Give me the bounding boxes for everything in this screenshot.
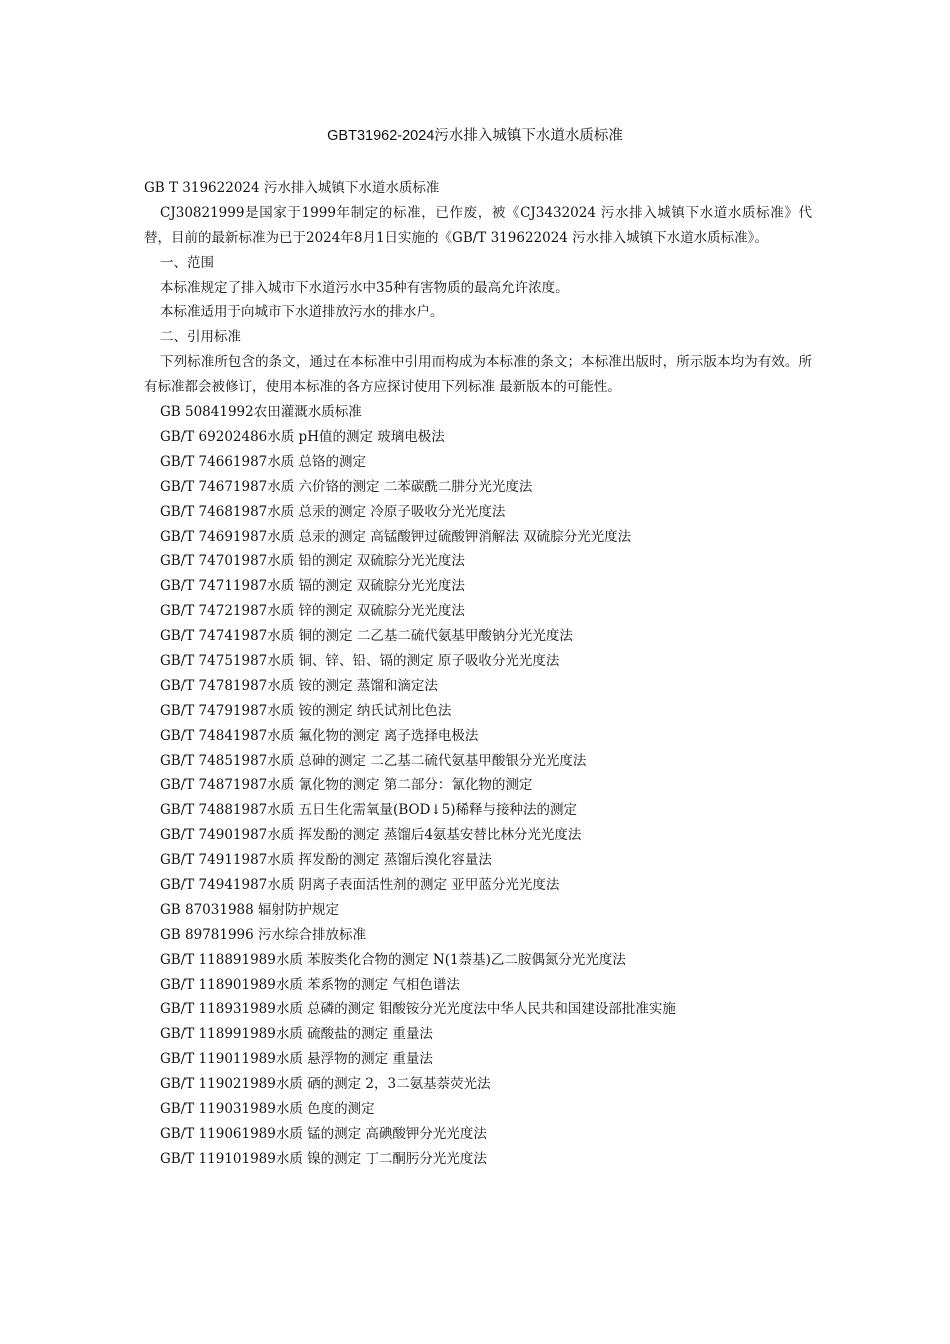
reference-item: GB 50841992农田灌溉水质标准 [160, 404, 362, 421]
scope-paragraph-2: 本标准适用于向城市下水道排放污水的排水户。 [160, 304, 444, 321]
scope-paragraph-1: 本标准规定了排入城市下水道污水中35种有害物质的最高允许浓度。 [160, 279, 569, 296]
reference-item: GB/T 119061989水质 锰的测定 高碘酸钾分光光度法 [160, 1125, 487, 1142]
reference-item: GB/T 74851987水质 总砷的测定 二乙基二硫代氨基甲酸银分光光度法 [160, 752, 587, 769]
reference-item: GB/T 118891989水质 苯胺类化合物的测定 N(1萘基)乙二胺偶氮分光光度法 [160, 951, 626, 968]
reference-item: GB/T 74941987水质 阴离子表面活性剂的测定 亚甲蓝分光光度法 [160, 877, 560, 893]
reference-item: GB 87031988 辐射防护规定 [160, 901, 340, 918]
reference-item: GB/T 118991989水质 硫酸盐的测定 重量法 [160, 1026, 433, 1043]
document-body [144, 176, 812, 1172]
reference-item: GB/T 74751987水质 铜、锌、铅、镉的测定 原子吸收分光光度法 [160, 652, 560, 669]
reference-item: GB/T 74661987水质 总铬的测定 [160, 453, 367, 470]
reference-item: GB/T 74841987水质 氟化物的测定 离子选择电极法 [160, 727, 479, 744]
reference-item: GB/T 74711987水质 镉的测定 双硫腙分光光度法 [160, 578, 465, 595]
reference-item: GB/T 74681987水质 总汞的测定 冷原子吸收分光光度法 [160, 503, 506, 520]
reference-item: GB/T 74691987水质 总汞的测定 高锰酸钾过硫酸钾消解法 双硫腙分光光度法 [160, 528, 632, 545]
reference-item: GB/T 74901987水质 挥发酚的测定 蒸馏后4氨基安替比林分光光度法 [160, 827, 582, 844]
intro-paragraph: CJ30821999是国家于1999年制定的标准，已作废，被《CJ3432024 污水排入城镇下水道水质标准》代替，目前的最新标准为已于2024年8月1日实施的《GB/T 319622024 污水排入城镇下水道水质标准》。 [144, 204, 812, 246]
reference-item: GB 89781996 污水综合排放标准 [160, 926, 366, 943]
reference-item: GB/T 118901989水质 苯系物的测定 气相色谱法 [160, 976, 460, 993]
document-heading: GB T 319622024 污水排入城镇下水道水质标准 [144, 180, 440, 196]
reference-item: GB/T 74911987水质 挥发酚的测定 蒸馏后溴化容量法 [160, 852, 492, 869]
reference-item: GB/T 74871987水质 氰化物的测定 第二部分：氰化物的测定 [160, 777, 533, 794]
references-paragraph: 下列标准所包含的条文，通过在本标准中引用而构成为本标准的条文；本标准出版时，所示版本均为有效。所有标准都会被修订，使用本标准的各方应探讨使用下列标准 最新版本的可能性。 [144, 354, 812, 396]
reference-item: GB/T 119101989水质 镍的测定 丁二酮肟分光光度法 [160, 1150, 487, 1167]
reference-item: GB/T 118931989水质 总磷的测定 钼酸铵分光光度法中华人民共和国建设部批准实施 [160, 1001, 676, 1018]
document-title: GBT31962-2024污水排入城镇下水道水质标准 [327, 128, 623, 144]
reference-item: GB/T 119021989水质 硒的测定 2，3二氨基萘荧光法 [160, 1076, 491, 1093]
reference-item: GB/T 74701987水质 铅的测定 双硫腙分光光度法 [160, 553, 465, 570]
reference-item: GB/T 74781987水质 铵的测定 蒸馏和滴定法 [160, 677, 438, 694]
reference-item: GB/T 74741987水质 铜的测定 二乙基二硫代氨基甲酸钠分光光度法 [160, 628, 573, 645]
section-heading-scope: 一、范围 [160, 254, 214, 271]
section-heading-references: 二、引用标准 [160, 329, 241, 346]
reference-item: GB/T 69202486水质 pH值的测定 玻璃电极法 [160, 428, 445, 445]
reference-item: GB/T 74881987水质 五日生化需氧量(BOD↓5)稀释与接种法的测定 [160, 802, 578, 819]
reference-item: GB/T 74791987水质 铵的测定 纳氏试剂比色法 [160, 702, 452, 719]
reference-item: GB/T 119031989水质 色度的测定 [160, 1101, 375, 1118]
reference-list [144, 400, 812, 1172]
reference-item: GB/T 74721987水质 锌的测定 双硫腙分光光度法 [160, 603, 465, 620]
reference-item: GB/T 119011989水质 悬浮物的测定 重量法 [160, 1051, 433, 1068]
reference-item: GB/T 74671987水质 六价铬的测定 二苯碳酰二肼分光光度法 [160, 478, 533, 495]
